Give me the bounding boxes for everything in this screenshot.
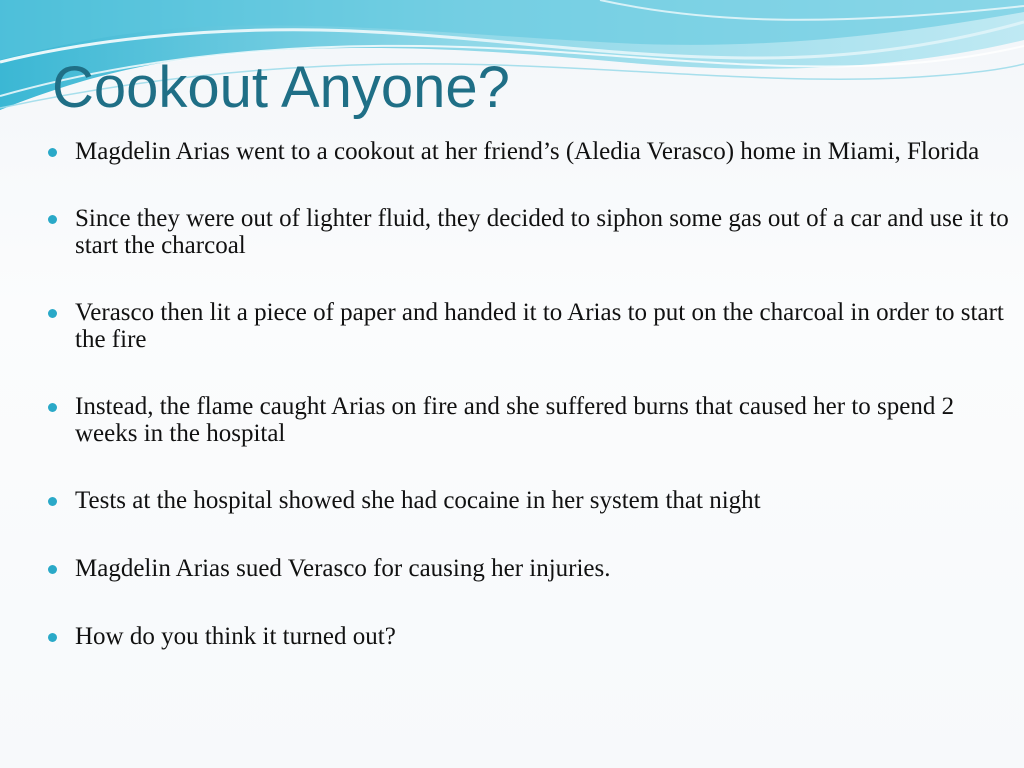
bullet-text: Instead, the flame caught Arias on fire and she suffered burns that caused her to spend 2 weeks in the hospital — [75, 393, 955, 447]
bullet-dot-icon — [48, 565, 57, 574]
bullet-item — [44, 623, 1016, 650]
bullet-text: How do you think it turned out? — [75, 623, 396, 650]
bullet-list — [44, 138, 1016, 691]
bullet-text: Since they were out of lighter fluid, they decided to siphon some gas out of a car and use it to start the charcoal — [75, 205, 1009, 259]
bullet-text: Tests at the hospital showed she had cocaine in her system that night — [75, 487, 761, 514]
slide-title: Cookout Anyone? — [52, 55, 510, 120]
bullet-item — [44, 555, 1016, 582]
bullet-text: Verasco then lit a piece of paper and handed it to Arias to put on the charcoal in order to start the fire — [75, 299, 1004, 353]
bullet-dot-icon — [48, 148, 57, 157]
bullet-text: Magdelin Arias went to a cookout at her friend’s (Aledia Verasco) home in Miami, Florida — [75, 138, 980, 165]
bullet-dot-icon — [48, 633, 57, 642]
bullet-dot-icon — [48, 215, 57, 224]
bullet-item — [44, 205, 1016, 259]
bullet-item — [44, 393, 1016, 447]
bullet-item — [44, 138, 1016, 165]
bullet-dot-icon — [48, 309, 57, 318]
bullet-dot-icon — [48, 497, 57, 506]
bullet-dot-icon — [48, 403, 57, 412]
bullet-text: Magdelin Arias sued Verasco for causing her injuries. — [75, 555, 611, 582]
bullet-item — [44, 299, 1016, 353]
bullet-item — [44, 487, 1016, 514]
